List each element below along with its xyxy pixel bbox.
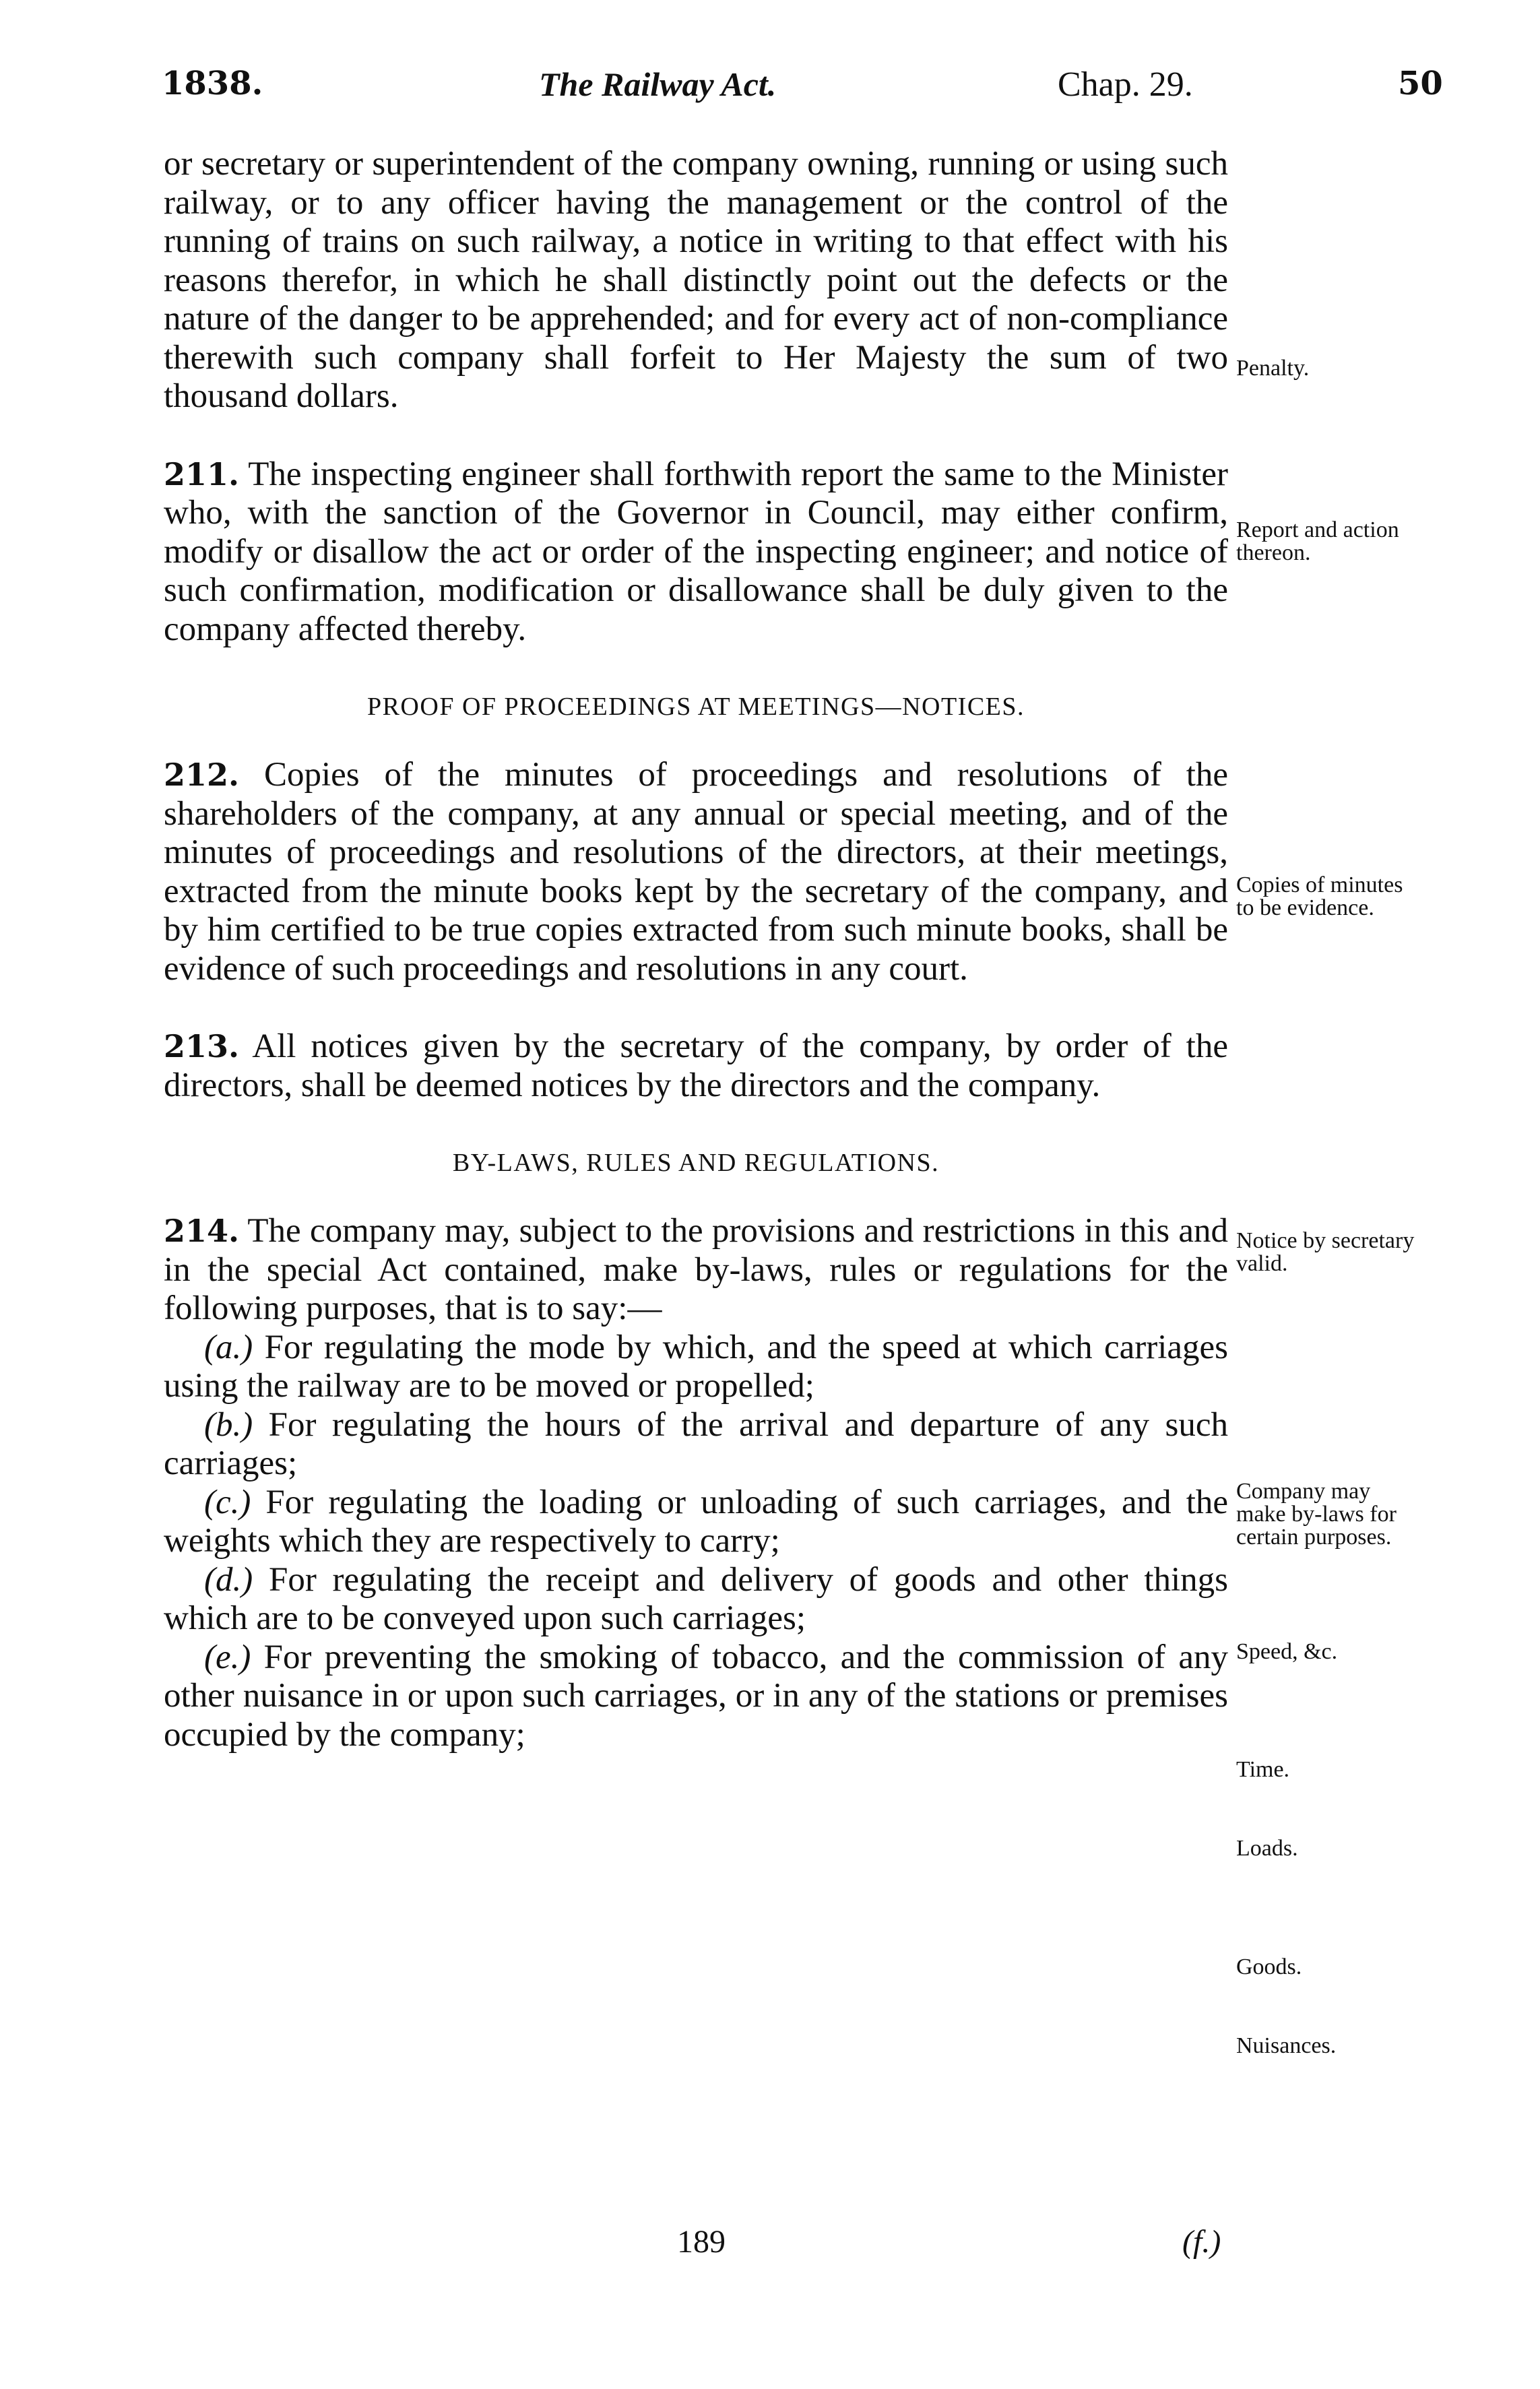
page-number: 189 bbox=[677, 2224, 726, 2260]
item-label: (b.) bbox=[204, 1405, 253, 1444]
section-text: The inspecting engineer shall forthwith report the same to the Minister who, with the sanction of the Governor in Council, may either confirm, modify or disallow the act or order of the inspecting engineer; and notice of such confirmation, modification or disallowance shall be duly given to the company affected thereby. bbox=[164, 455, 1228, 648]
section-number: 214. bbox=[164, 1213, 240, 1249]
header-year: 1838. bbox=[162, 65, 263, 102]
margin-note-company: Company may make by-laws for certain purposes. bbox=[1236, 1479, 1397, 1550]
section-text: Copies of the minutes of proceedings and resolutions of the shareholders of the company, at any annual or special meeting, and of the minutes of proceedings and resolutions of the directors, at their meetings, extracted from the minute books kept by the secretary of the company, and by him certified to be true copies extracted from such minute books, shall be evidence of such proceedings and resolutions in any court. bbox=[164, 756, 1229, 988]
item-text: For regulating the receipt and delivery of goods and other things which are to be conveyed upon such carriages; bbox=[164, 1560, 1229, 1637]
margin-note-report: Report and action thereon. bbox=[1236, 517, 1399, 565]
item-text: For regulating the mode by which, and the speed at which carriages using the railway are to be moved or propelled; bbox=[164, 1328, 1229, 1405]
section-214 bbox=[164, 1212, 1228, 1329]
list-item bbox=[164, 1638, 1228, 1755]
running-header bbox=[162, 65, 1442, 119]
margin-note-penalty: Penalty. bbox=[1236, 356, 1310, 381]
margin-note-copies: Copies of minutes to be evidence. bbox=[1236, 872, 1403, 920]
item-label: (c.) bbox=[204, 1483, 251, 1521]
margin-note-goods: Goods. bbox=[1236, 1954, 1302, 1979]
section-text: All notices given by the secretary of the company, by order of the directors, shall be deemed notices by the directors and the company. bbox=[164, 1027, 1228, 1104]
signature-mark: (f.) bbox=[1182, 2224, 1221, 2260]
margin-note-loads: Loads. bbox=[1236, 1836, 1298, 1861]
section-heading: PROOF OF PROCEEDINGS AT MEETINGS—NOTICES. bbox=[366, 693, 1025, 721]
list-item bbox=[164, 1406, 1228, 1484]
section-210-continued: or secretary or superintendent of the company owning, running or using such railway, or to any officer having the management or the control of the running of trains on such railway, a notice in writing to that effect with his reasons therefor, in which he shall distinctly point out the defects or the nature of the danger to be apprehended; and for every act of non-compliance therewith such company shall forfeit to Her Majesty the sum of two thousand dollars. bbox=[164, 145, 1228, 415]
section-heading: BY-LAWS, RULES AND REGULATIONS. bbox=[452, 1149, 940, 1177]
section-text: The company may, subject to the provisions and restrictions in this and in the special Act contained, make by-laws, rules or regulations for the following purposes, that is to say:— bbox=[164, 1212, 1228, 1327]
item-text: For regulating the hours of the arrival and departure of any such carriages; bbox=[164, 1405, 1228, 1482]
item-label: (e.) bbox=[204, 1638, 251, 1676]
section-number: 213. bbox=[164, 1028, 240, 1064]
header-folio: 50 bbox=[1398, 65, 1443, 102]
margin-note-time: Time. bbox=[1236, 1757, 1290, 1782]
item-label: (d.) bbox=[204, 1560, 253, 1599]
item-label: (a.) bbox=[204, 1328, 253, 1366]
item-text: For preventing the smoking of tobacco, and the commission of any other nuisance in or upon such carriages, or in any of the stations or premises occupied by the company; bbox=[164, 1638, 1228, 1754]
page-footer bbox=[162, 2223, 1240, 2277]
section-213 bbox=[164, 1027, 1228, 1105]
section-211 bbox=[164, 455, 1228, 649]
section-number: 211. bbox=[164, 455, 240, 492]
item-text: For regulating the loading or unloading of such carriages, and the weights which they are respectively to carry; bbox=[164, 1483, 1228, 1560]
list-item bbox=[164, 1484, 1228, 1561]
section-212 bbox=[164, 756, 1228, 988]
list-item bbox=[164, 1561, 1228, 1638]
main-text bbox=[164, 145, 1228, 1754]
margin-note-speed: Speed, &c. bbox=[1236, 1639, 1338, 1664]
section-number: 212. bbox=[164, 757, 240, 793]
margin-note-notice: Notice by secretary valid. bbox=[1236, 1228, 1415, 1276]
list-item bbox=[164, 1329, 1228, 1406]
margin-note-nuisances: Nuisances. bbox=[1236, 2033, 1337, 2058]
header-title: The Railway Act. bbox=[539, 65, 777, 103]
header-chapter: Chap. 29. bbox=[1058, 65, 1193, 104]
